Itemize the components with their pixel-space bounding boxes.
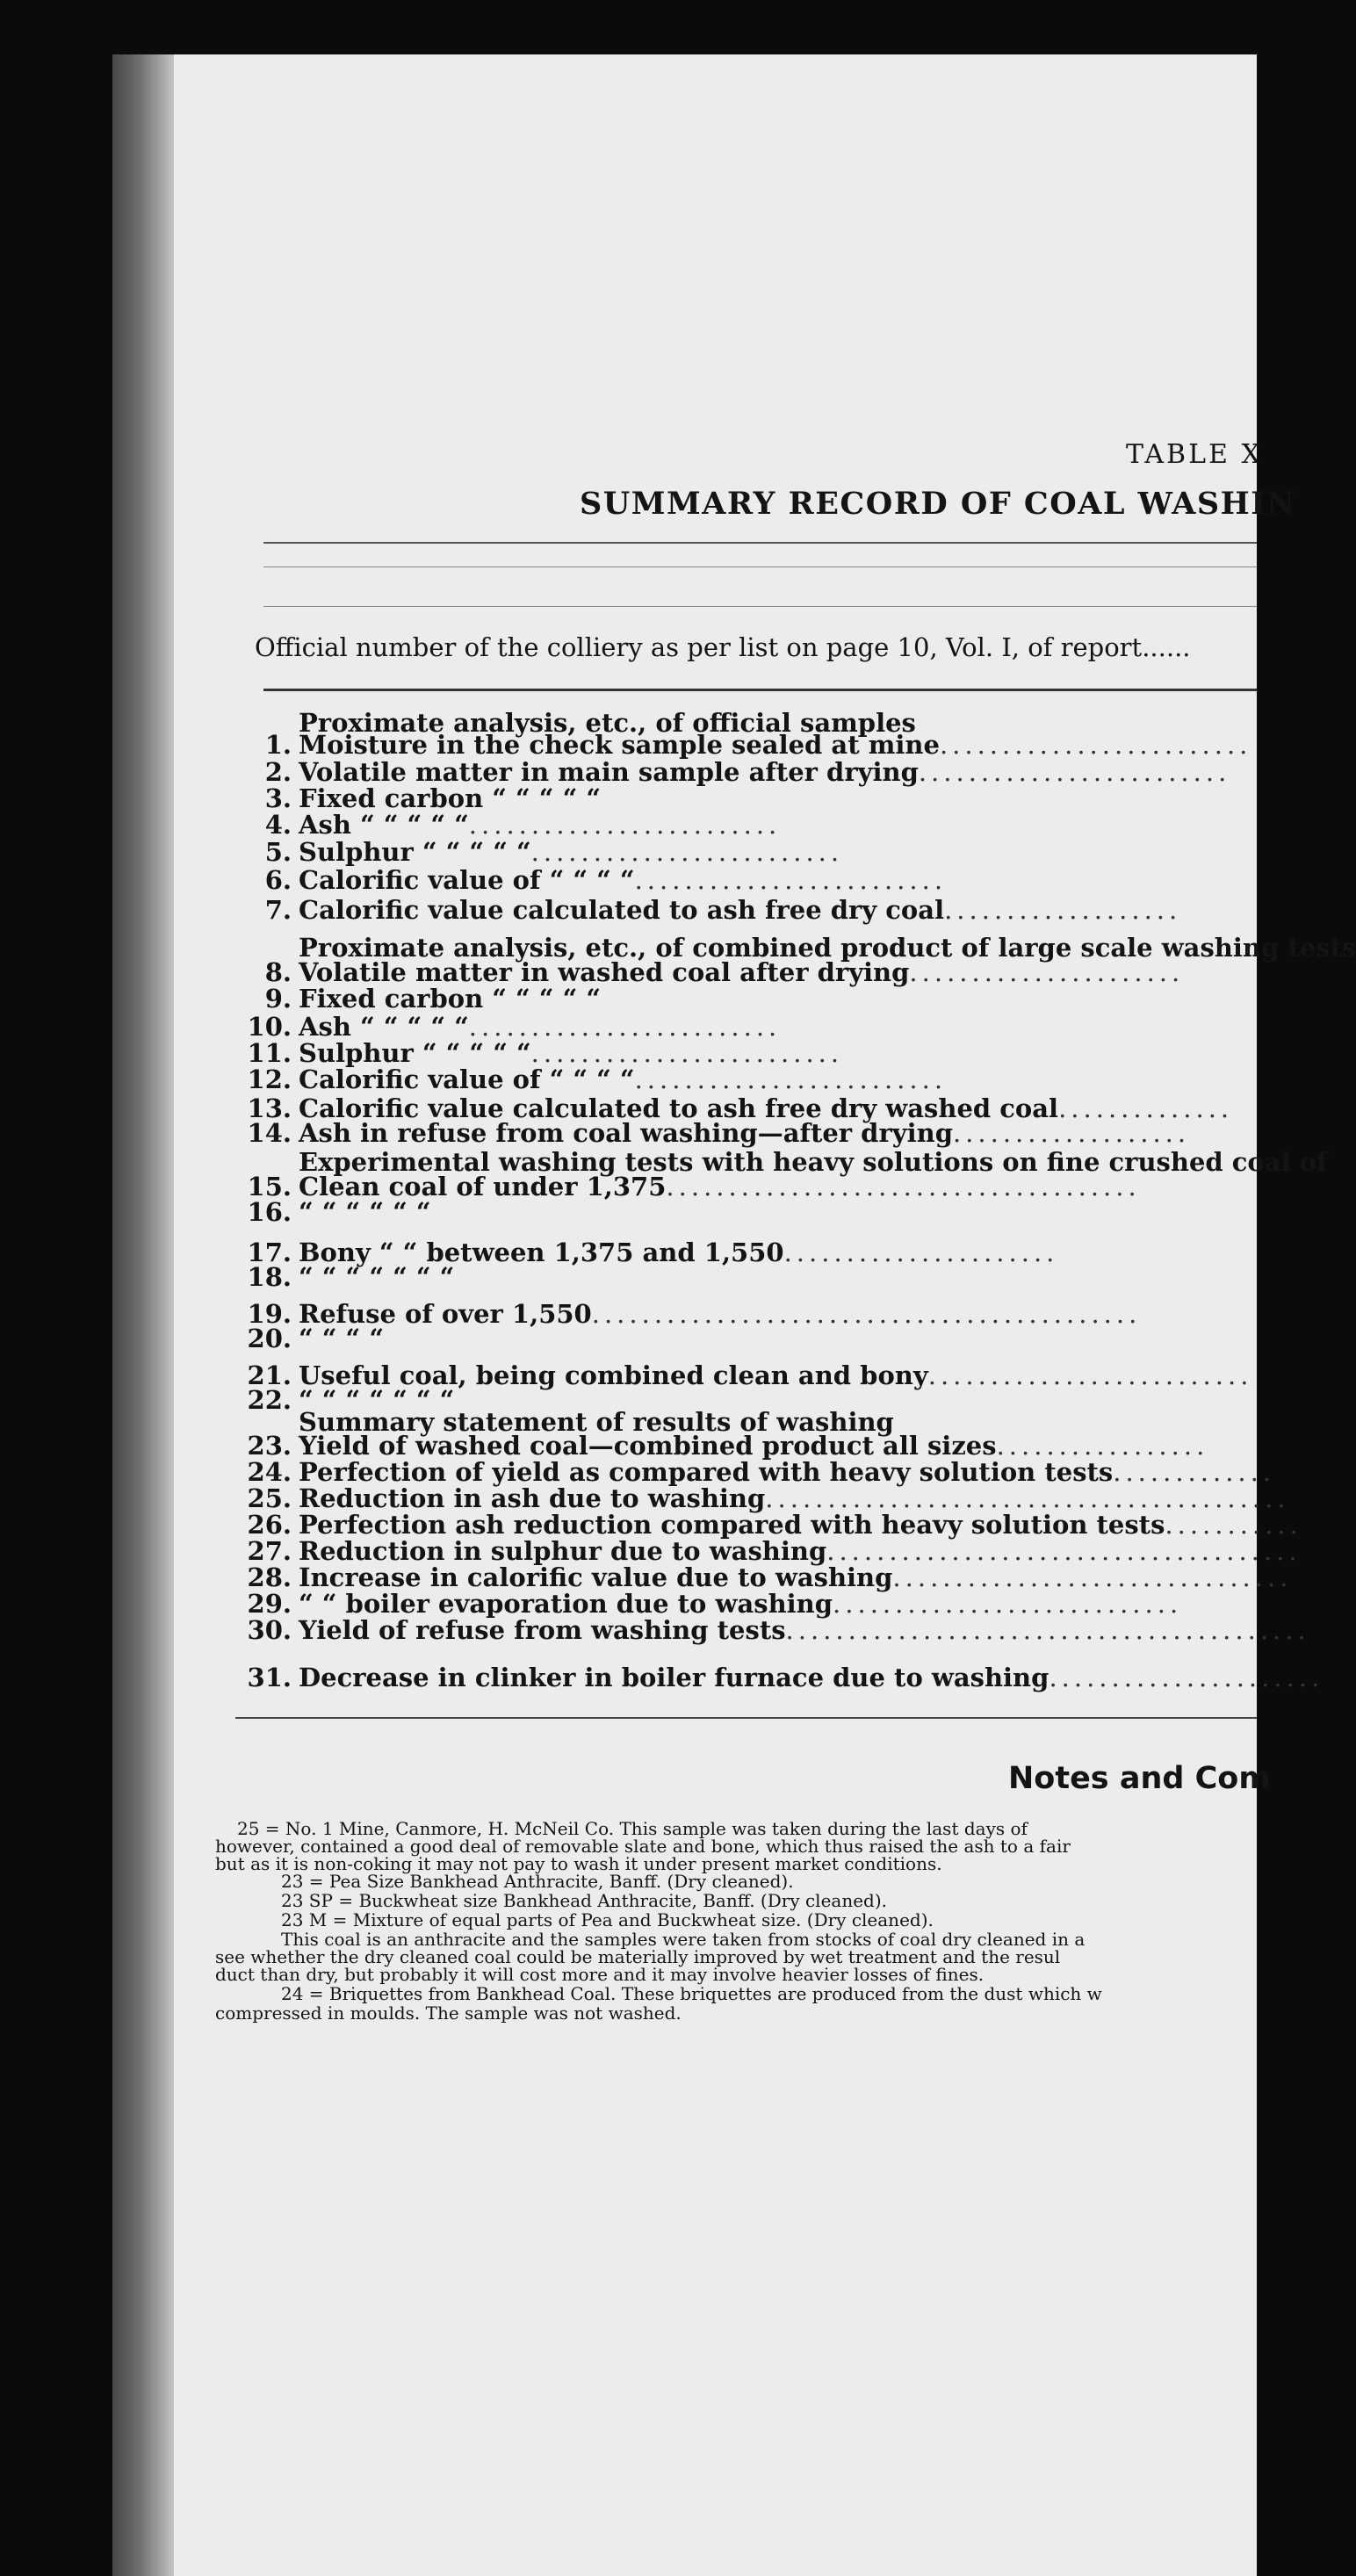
row-leader: ..........................................: [785, 1615, 1310, 1645]
row-leader: ......................................: [666, 1172, 1141, 1201]
note-line: duct than dry, but probably it will cost more and it may involve heavier losses of fines.: [215, 1964, 985, 1985]
row-label: “ “ “ “ “ “: [299, 1197, 431, 1227]
row-number: 19.: [247, 1299, 292, 1329]
row-leader: .........................: [530, 1038, 844, 1068]
row-label: Reduction in ash due to washing: [299, 1483, 766, 1513]
table-row: [220, 1038, 844, 1068]
row-number: 13.: [247, 1093, 292, 1123]
note-line: 25 = No. 1 Mine, Canmore, H. McNeil Co. This sample was taken during the last days of: [237, 1818, 1028, 1839]
row-label: Yield of washed coal—combined product all sizes: [299, 1431, 997, 1461]
row-number: 10.: [247, 1012, 292, 1042]
row-label: Fixed carbon “ “ “ “ “: [299, 783, 602, 813]
table-row: [220, 1014, 781, 1040]
row-number: 3.: [264, 783, 292, 813]
section-heading: Proximate analysis, etc., of official samples: [299, 708, 916, 738]
row-label: Clean coal of under 1,375: [299, 1172, 667, 1201]
row-leader: ...................: [952, 1118, 1191, 1148]
table-row: [220, 1512, 1302, 1538]
table-row: [220, 1174, 1141, 1200]
row-leader: .........................: [939, 730, 1252, 760]
title-rule-lower: [263, 566, 1257, 567]
row-leader: .........................: [530, 837, 844, 867]
row-number: 6.: [264, 865, 292, 895]
row-label: Calorific value calculated to ash free dry washed coal: [299, 1093, 1059, 1123]
row-number: 9.: [264, 984, 292, 1014]
table-row: [220, 1326, 384, 1352]
row-label: Sulphur “ “ “ “ “: [299, 837, 531, 867]
row-number: 23.: [247, 1431, 292, 1461]
note-line: 23 M = Mixture of equal parts of Pea and Buckwheat size. (Dry cleaned).: [281, 1909, 934, 1930]
official-number-line: Official number of the colliery as per list on page 10, Vol. I, of report......: [255, 632, 1191, 662]
table-row: [220, 1536, 1302, 1566]
row-label: Ash in refuse from coal washing—after drying: [299, 1118, 953, 1148]
row-number: 4.: [264, 810, 292, 840]
row-number: 17.: [247, 1237, 292, 1267]
row-number: 28.: [247, 1562, 292, 1592]
row-label: Sulphur “ “ “ “ “: [299, 1038, 531, 1068]
table-row: [220, 1457, 1276, 1487]
table-row: [220, 1262, 455, 1292]
row-number: 21.: [247, 1360, 292, 1390]
row-leader: ......................: [783, 1237, 1059, 1267]
note-line: but as it is non-coking it may not pay to wash it under present market conditions.: [215, 1853, 942, 1874]
table-row: [220, 1591, 1182, 1617]
table-row: [220, 732, 1251, 758]
row-label: “ “ boiler evaporation due to washing: [299, 1589, 833, 1619]
row-label: Reduction in sulphur due to washing: [299, 1536, 827, 1566]
row-label: Calorific value of “ “ “ “: [299, 865, 635, 895]
table-row: [220, 1665, 1324, 1691]
table-row: [220, 1385, 455, 1415]
row-number: 31.: [247, 1663, 292, 1692]
row-number: 24.: [247, 1457, 292, 1487]
table-row: [220, 812, 781, 838]
table-row: [220, 1064, 948, 1094]
row-label: Yield of refuse from washing tests: [299, 1615, 786, 1645]
row-leader: .................: [996, 1431, 1209, 1461]
row-number: 26.: [247, 1510, 292, 1540]
row-label: Increase in calorific value due to washing: [299, 1562, 893, 1592]
note-line: compressed in moulds. The sample was not washed.: [215, 2002, 682, 2024]
row-number: 12.: [247, 1064, 292, 1094]
row-number: 29.: [247, 1589, 292, 1619]
note-line: see whether the dry cleaned coal could be materially improved by wet treatment and the resul: [215, 1946, 1061, 1967]
table-row: [220, 757, 1231, 787]
row-leader: ..........................: [927, 1360, 1253, 1390]
row-number: 5.: [264, 837, 292, 867]
table-row: [220, 1197, 431, 1227]
row-label: Ash “ “ “ “ “: [299, 810, 469, 840]
row-number: 2.: [264, 757, 292, 787]
table-row: [220, 957, 1185, 987]
row-number: 8.: [264, 957, 292, 987]
page-binding-shadow: [112, 54, 174, 2576]
row-leader: .............: [1113, 1457, 1276, 1487]
row-label: Volatile matter in washed coal after drying: [299, 957, 910, 987]
table-bottom-rule: [235, 1717, 1257, 1719]
row-label: “ “ “ “ “ “ “: [299, 1262, 455, 1292]
row-leader: .........................: [468, 1012, 782, 1042]
row-number: 18.: [247, 1262, 292, 1292]
row-leader: ..............: [1058, 1093, 1234, 1123]
row-leader: ...................: [944, 895, 1182, 925]
row-label: Calorific value of “ “ “ “: [299, 1064, 635, 1094]
row-leader: ......................................: [826, 1536, 1302, 1566]
row-label: Volatile matter in main sample after drying: [299, 757, 919, 787]
row-leader: .........................: [918, 757, 1231, 787]
table-row: [220, 865, 948, 895]
table-row: [220, 986, 601, 1012]
notes-heading: Notes and Com: [1008, 1761, 1271, 1796]
row-number: 15.: [247, 1172, 292, 1201]
row-leader: ..........................................: [765, 1483, 1290, 1513]
row-label: Useful coal, being combined clean and bony: [299, 1360, 928, 1390]
section-heading: Experimental washing tests with heavy solutions on fine crushed coal of: [299, 1147, 1328, 1177]
row-label: Moisture in the check sample sealed at mine: [299, 730, 940, 760]
row-leader: .........................: [468, 810, 782, 840]
row-label: Ash “ “ “ “ “: [299, 1012, 469, 1042]
row-leader: ...........: [1165, 1510, 1302, 1540]
row-number: 20.: [247, 1324, 292, 1353]
row-leader: .........................: [634, 1064, 948, 1094]
section-heading: Proximate analysis, etc., of combined product of large scale washing tests: [299, 933, 1356, 963]
section-heading: Summary statement of results of washing: [299, 1407, 894, 1437]
row-number: 22.: [247, 1385, 292, 1415]
row-leader: ............................: [833, 1589, 1183, 1619]
row-label: Fixed carbon “ “ “ “ “: [299, 984, 602, 1014]
row-number: 14.: [247, 1118, 292, 1148]
row-label: Decrease in clinker in boiler furnace due to washing: [299, 1663, 1049, 1692]
page-title: SUMMARY RECORD OF COAL WASHIN: [580, 486, 1296, 522]
table-row: [220, 1118, 1191, 1148]
note-line: 23 = Pea Size Bankhead Anthracite, Banff. (Dry cleaned).: [281, 1871, 794, 1892]
note-line: however, contained a good deal of removable slate and bone, which thus raised the ash to a fair: [215, 1836, 1071, 1857]
row-number: 25.: [247, 1483, 292, 1513]
row-label: Calorific value calculated to ash free dry coal: [299, 895, 945, 925]
row-label: Refuse of over 1,550: [299, 1299, 592, 1329]
row-number: 16.: [247, 1197, 292, 1227]
official-rule: [263, 689, 1257, 691]
table-row: [220, 1433, 1208, 1459]
row-label: Bony “ “ between 1,375 and 1,550: [299, 1237, 784, 1267]
note-line: 24 = Briquettes from Bankhead Coal. These briquettes are produced from the dust which w: [281, 1983, 1102, 2004]
table-row: [220, 837, 844, 867]
row-leader: ......................: [909, 957, 1185, 987]
title-rule: [263, 542, 1257, 544]
table-label: TABLE X: [1126, 439, 1263, 470]
table-row: [220, 895, 1182, 925]
table-row: [220, 783, 602, 813]
row-number: 30.: [247, 1615, 292, 1645]
row-label: Perfection ash reduction compared with heavy solution tests: [299, 1510, 1165, 1540]
row-label: Perfection of yield as compared with heavy solution tests: [299, 1457, 1114, 1487]
table-row: [220, 1483, 1290, 1513]
row-leader: ................................: [892, 1562, 1293, 1592]
table-row: [220, 1615, 1310, 1645]
row-number: 11.: [247, 1038, 292, 1068]
row-label: “ “ “ “ “ “ “: [299, 1385, 455, 1415]
note-line: 23 SP = Buckwheat size Bankhead Anthracite, Banff. (Dry cleaned).: [281, 1890, 888, 1911]
row-leader: ......................: [1049, 1663, 1324, 1692]
row-number: 27.: [247, 1536, 292, 1566]
row-leader: .........................: [634, 865, 948, 895]
table-row: [220, 1562, 1293, 1592]
row-label: “ “ “ “: [299, 1324, 385, 1353]
row-leader: ............................................: [591, 1299, 1142, 1329]
header-rule: [263, 606, 1257, 607]
note-line: This coal is an anthracite and the samples were taken from stocks of coal dry cleaned in a: [281, 1929, 1086, 1950]
row-number: 7.: [264, 895, 292, 925]
row-number: 1.: [264, 730, 292, 760]
